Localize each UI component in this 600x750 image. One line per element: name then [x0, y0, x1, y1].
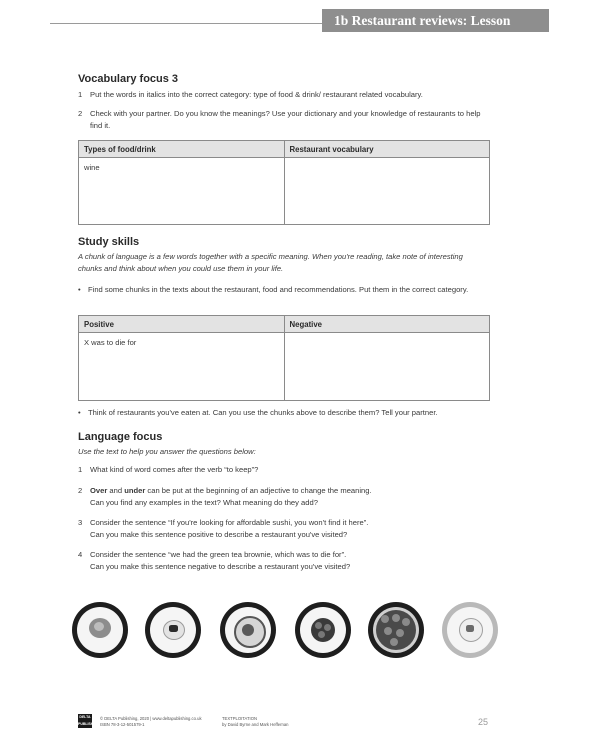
header-rule: [50, 23, 330, 24]
vocab-table-header-food: Types of food/drink: [79, 141, 285, 158]
sushi-plate-1-icon: [72, 602, 128, 658]
study-intro: A chunk of language is a few words together with a specific meaning. When you're reading, take note of interesting chunks and think about when you could use them in your life.: [78, 252, 463, 273]
study-heading: Study skills: [78, 236, 140, 248]
vocab-table-header-restaurant: Restaurant vocabulary: [284, 141, 490, 158]
sushi-plate-5-icon: [368, 602, 424, 658]
q2-and: and: [107, 486, 125, 495]
vocab-table-cell-food[interactable]: wine: [79, 158, 285, 225]
language-q2-line1: [90, 485, 488, 497]
language-q4-line1: Consider the sentence “we had the green tea brownie, which was to die for”.: [90, 550, 347, 559]
language-q3-line1: Consider the sentence “If you're looking for affordable sushi, you won't find it here”.: [90, 518, 369, 527]
study-bullet-2: Think of restaurants you've eaten at. Can you use the chunks above to describe them? Tell your partner.: [88, 408, 438, 417]
vocab-table-cell-restaurant[interactable]: [284, 158, 490, 225]
language-q3-line2: Can you make this sentence positive to describe a restaurant you've visited?: [90, 530, 348, 539]
footer-book-line1: TEXTPLOITATION: [222, 716, 257, 721]
sushi-plate-4-icon: [295, 602, 351, 658]
language-q2-line2: Can you find any examples in the text? What meaning do they add?: [90, 498, 318, 507]
vocab-item-2-number: 2: [78, 109, 83, 118]
delta-logo: DELTA PUBLISHING: [78, 715, 100, 726]
language-q3-number: 3: [78, 518, 83, 527]
language-q4-line2: Can you make this sentence negative to describe a restaurant you've visited?: [90, 562, 351, 571]
q2-bold-under: under: [124, 486, 146, 495]
footer-publisher-line2: ISBN 78-3-12-501579-1: [100, 721, 145, 727]
page-number: 25: [478, 717, 489, 727]
footer-book-line2: by David Byrne and Mark Heffernan: [222, 721, 289, 727]
sushi-plate-2-icon: [145, 602, 201, 658]
language-q4-number: 4: [78, 550, 83, 559]
sushi-plate-6-icon: [442, 602, 498, 658]
study-bullet-2-marker: •: [78, 408, 81, 417]
language-q1-text: What kind of word comes after the verb “to keep”?: [90, 465, 259, 474]
chunks-table-cell-positive[interactable]: X was to die for: [79, 333, 285, 401]
footer-publisher: [100, 716, 202, 727]
language-intro: Use the text to help you answer the questions below:: [78, 447, 256, 456]
vocab-item-2-text: Check with your partner. Do you know the meanings? Use your dictionary and your knowledge of restaurants to help find it.: [90, 109, 481, 130]
language-heading: Language focus: [78, 431, 163, 443]
footer-book: [222, 716, 289, 727]
q2-rest: can be put at the beginning of an adjective to change the meaning.: [145, 486, 372, 495]
chunks-table-header-negative: Negative: [284, 316, 490, 333]
language-q2-number: 2: [78, 486, 83, 495]
footer-publisher-line1: © DELTA Publishing, 2020 | www.deltapublishing.co.uk: [100, 716, 202, 721]
vocab-item-1-text: Put the words in italics into the correct category: type of food & drink/ restaurant related vocabulary.: [90, 90, 423, 99]
page-title: 1b Restaurant reviews: Lesson: [322, 9, 549, 32]
language-q1-number: 1: [78, 465, 83, 474]
vocab-item-1-number: 1: [78, 90, 83, 99]
chunks-table: [78, 315, 490, 401]
vocab-table: [78, 140, 490, 225]
sushi-plate-3-icon: [220, 602, 276, 658]
study-bullet-1-marker: •: [78, 285, 81, 294]
chunks-table-cell-negative[interactable]: [284, 333, 490, 401]
chunks-table-header-positive: Positive: [79, 316, 285, 333]
study-bullet-1: Find some chunks in the texts about the restaurant, food and recommendations. Put them in the correct category.: [88, 285, 469, 294]
q2-bold-over: Over: [90, 486, 108, 495]
vocab-heading: Vocabulary focus 3: [78, 73, 179, 85]
